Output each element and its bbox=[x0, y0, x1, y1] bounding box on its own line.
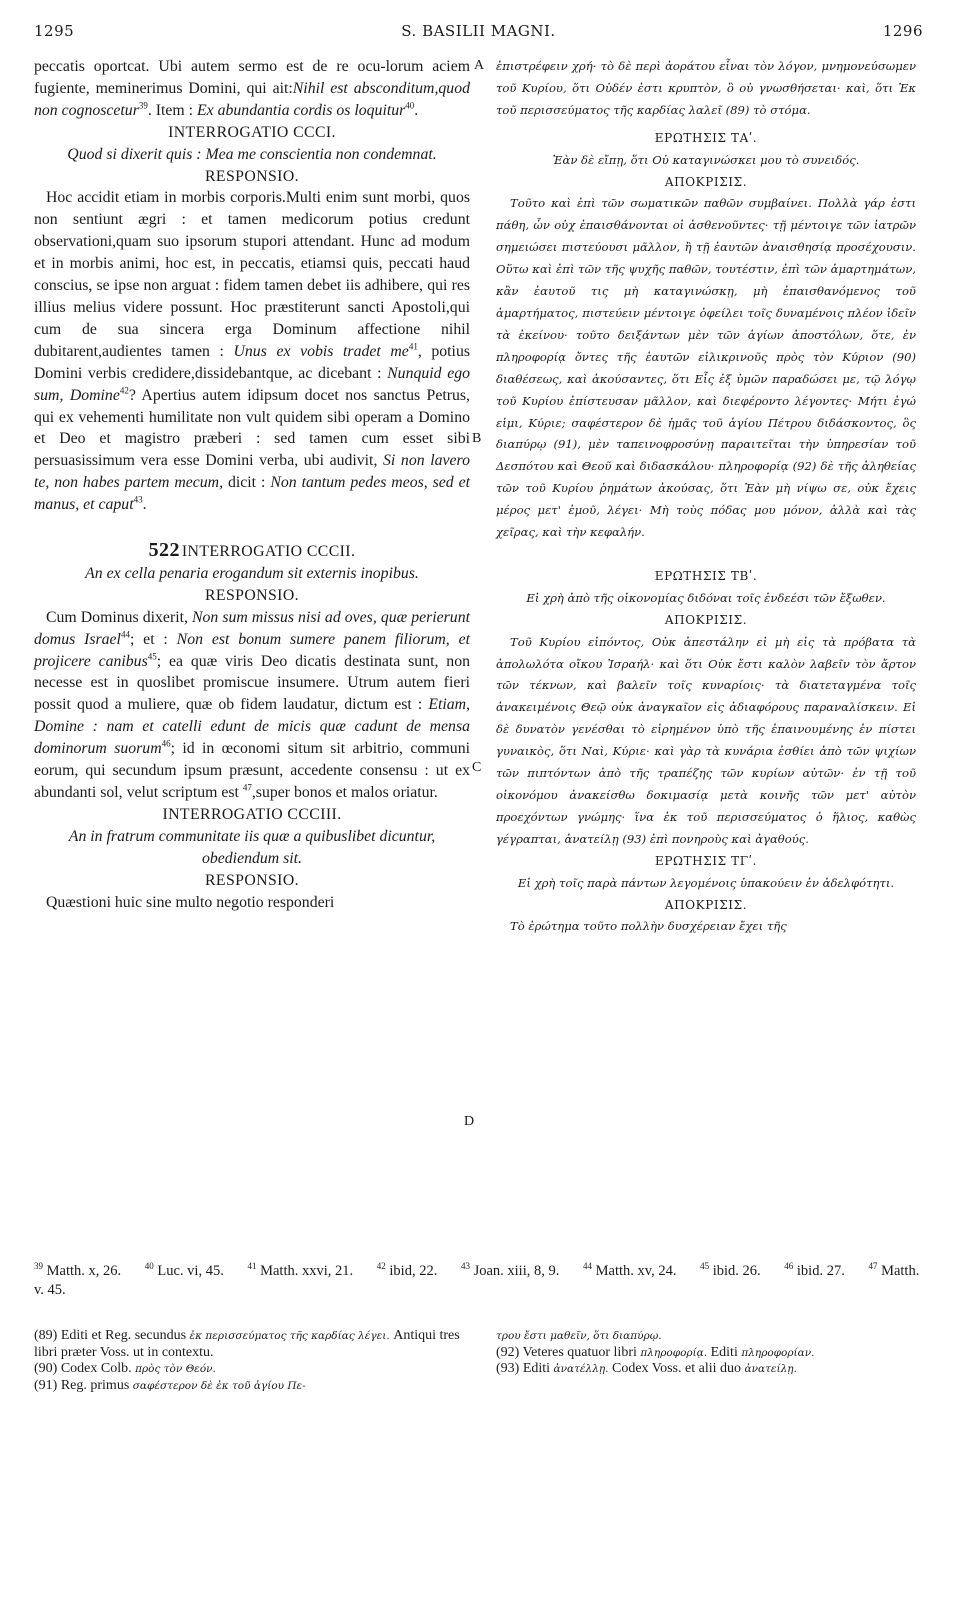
footnote: $^{40}$ Luc. vi, 45. bbox=[144, 1261, 224, 1279]
latin-response-heading: RESPONSIO. bbox=[205, 871, 299, 889]
margin-marker-d: D bbox=[464, 1114, 475, 1129]
variant-note-91: (91) Reg. primus σαφέστερον δὲ ἐκ τοῦ ἁγίου Πε- bbox=[34, 1377, 306, 1393]
latin-q303-answer: Quæstioni huic sine multo negotio responderi bbox=[46, 893, 335, 911]
running-header bbox=[34, 22, 923, 44]
greek-response-heading: ΑΠΟΚΡΙΣΙΣ. bbox=[664, 612, 748, 627]
margin-marker-b: B bbox=[472, 431, 482, 446]
variant-notes-left bbox=[34, 1328, 464, 1394]
latin-response-heading: RESPONSIO. bbox=[205, 167, 299, 185]
variant-note-93: (93) Editi ἀνατέλλῃ. Codex Voss. et alii duo ἀνατείλῃ. bbox=[496, 1361, 797, 1376]
latin-q301-title: INTERROGATIO CCCI. bbox=[168, 123, 336, 141]
greek-intro: ἐπιστρέφειν χρή· τὸ δὲ περὶ ἀοράτου εἶναι τὸν λόγον, μνημονεύσωμεν τοῦ Κυρίου, ὅτι Οὐδέν ἐστι κρυπτὸν, ὃ οὐ γνωσθήσεται· καὶ, ὅτι Ἐκ τοῦ περισσεύματος τῆς καρδίας λαλεῖ (89) τὸ στόμα. bbox=[496, 59, 916, 117]
footnote: $^{44}$ Matth. xv, 24. bbox=[583, 1261, 677, 1279]
greek-q301-title: ΕΡΩΤΗΣΙΣ ΤΑʹ. bbox=[654, 130, 758, 145]
column-number-right: 1296 bbox=[882, 22, 923, 40]
footnote: $^{41}$ Matth. xxvi, 21. bbox=[247, 1261, 354, 1279]
greek-q302-answer: Τοῦ Κυρίου εἰπόντος, Οὐκ ἀπεστάλην εἰ μὴ εἰς τὰ πρόβατα τὰ ἀπολωλότα οἴκου Ἰσραήλ· καὶ ὅτι Οὐκ ἔστι καλὸν λαβεῖν τὸν ἄρτον τῶν τέκνων, καὶ βαλεῖν τοῖς κυναρίοις· τὰ διατεταγμένα τοῖς ἀνακειμένοις Θεῷ οὐκ ἀναγκαῖον εἰς ἀδιαφόρους παραναλίσκειν. Εἰ δὲ δυνατὸν γενέσθαι τὸ εἰρημένον ὑπὸ τῆς ἐπαινουμένης ἐν πίστει γυναικὸς, ὅτι Ναὶ, Κύριε· καὶ γὰρ τὰ κυνάρια ἐσθίει ἀπὸ τῶν ψιχίων τῶν πιπτόντων ἀπὸ τῆς τραπέζης τῶν κυρίων αὐτῶν· ἐν τῇ τοῦ οἰκονόμου ἀνακείσθω δοκιμασίᾳ μετὰ κοινῆς τῶν μετ' αὐτὸν προεχόντων γνώμης· ἵνα ἐκ τοῦ περισσεύματος ὁ ἥλιος, καθὼς γέγραπται, ἀνατείλῃ (93) ἐπὶ πονηροὺς καὶ ἀγαθούς. bbox=[496, 634, 916, 846]
latin-q303-title: INTERROGATIO CCCIII. bbox=[162, 805, 342, 823]
greek-q301-answer: Τοῦτο καὶ ἐπὶ τῶν σωματικῶν παθῶν συμβαίνει. Πολλὰ γάρ ἐστι πάθη, ὧν οὐχ ἐπαισθάνονται οἱ ἀσθενοῦντες· τῇ μέντοιγε τῶν ἰατρῶν σημειώσει πιστεύουσι μᾶλλον, ἢ τῇ ἑαυτῶν ἀναισθησίᾳ προσέχουσιν. Οὕτω καὶ ἐπὶ τῶν τῆς ψυχῆς παθῶν, τουτέστιν, ἐπὶ τῶν ἁμαρτημάτων, κἂν ἑαυτοῦ τις μὴ καταγινώσκῃ, μὴ ἐπαισθανόμενος τοῦ ἁμαρτήματος, πιστεύειν μέντοιγε ὀφείλει τοῖς δυναμένοις πλέον ἰδεῖν τὰ ἐκείνου· τοῦτο δειξάντων μὲν τῶν ἁγίων ἀποστόλων, ὅτε, ἐν πληροφορίᾳ ὄντες τῆς ἑαυτῶν εἰλικρινοῦς πρὸς τὸν Κύριον (90) διαθέσεως, καὶ ἀκούσαντες, ὅτι Εἷς ἐξ ὑμῶν παραδώσει με, τῷ λόγῳ τοῦ Κυρίου ἐπίστευσαν μᾶλλον, καὶ διεφέροντο λέγοντες· Μήτι ἐγώ εἰμι, Κύριε; σαφέστερον δὲ ἡμᾶς τοῦ ἁγίου Πέτρου διδάσκοντος, ὃς διαπύρῳ (91), μὲν ταπεινοφροσύνῃ παραιτεῖται τὴν ὑπηρεσίαν τοῦ Δεσπότου καὶ Θεοῦ καὶ διδασκάλου· πληροφορίᾳ (92) δὲ τῆς ἀληθείας τῶν τοῦ Κυρίου ῥημάτων ἀκούσας, ὅτι Ἐὰν μὴ νίψω σε, οὐκ ἔχεις μέρος μετ' ἐμοῦ, λέγει· Μὴ τοὺς πόδας μου μόνον, ἀλλὰ καὶ τὰς χεῖρας, καὶ τὴν κεφαλήν. bbox=[496, 196, 916, 540]
latin-q302-answer: Cum Dominus dixerit, Non sum missus nisi ad oves, quæ perierunt domus Israel$^{44}$; et : Non est bonum sumere panem filiorum, et projicere canibus$^{45}$; ea quæ viris Deo dicatis destinata sunt, non necesse est in quoslibet promiscue insumere. Utrum autem fieri possit quod a muliere, quæ ob fidem laudatur, dictum est : Etiam, Domine : nam et catelli edunt de micis quæ cadunt de mensa dominorum suorum$^{46}$; id in œconomi situm sit arbitrio, communi eorum, qui secundum ipsum præsunt, accedente consensu : ut ex abundanti sol, velut scriptum est $^{47}$,super bonos et malos oriatur. bbox=[34, 608, 470, 801]
page-number: 522 bbox=[148, 539, 180, 562]
variant-note-90: (90) Codex Colb. πρὸς τὸν Θεόν. bbox=[34, 1361, 216, 1376]
greek-response-heading: ΑΠΟΚΡΙΣΙΣ. bbox=[664, 174, 748, 189]
column-number-left: 1295 bbox=[34, 22, 75, 40]
latin-q302-title: 522 INTERROGATIO CCCII. bbox=[148, 539, 356, 562]
footnote: $^{46}$ ibid. 27. bbox=[784, 1261, 845, 1279]
footnote: $^{39}$ Matth. x, 26. bbox=[34, 1261, 122, 1279]
variant-note-89: (89) Editi et Reg. secundus ἐκ περισσεύματος τῆς καρδίας λέγει. Antiqui tres libri præter Voss. ut in contextu. bbox=[34, 1328, 460, 1360]
latin-column bbox=[34, 56, 470, 913]
greek-response-heading: ΑΠΟΚΡΙΣΙΣ. bbox=[664, 897, 748, 912]
margin-marker-c: C bbox=[472, 760, 482, 775]
variant-note-92: (92) Veteres quatuor libri πληροφορίᾳ. Editi πληροφορίαν. bbox=[496, 1344, 815, 1360]
running-title: S. BASILII MAGNI. bbox=[401, 22, 556, 40]
greek-column bbox=[496, 56, 916, 938]
greek-q303-answer: Τὸ ἐρώτημα τοῦτο πολλὴν δυσχέρειαν ἔχει τῆς bbox=[510, 919, 787, 934]
greek-q302-question: Εἰ χρὴ ἀπὸ τῆς οἰκονομίας διδόναι τοῖς ἐνδεέσι τῶν ἔξωθεν. bbox=[526, 590, 886, 605]
footnote: $^{47}$ Matth. v. 45. bbox=[34, 1261, 920, 1298]
variant-notes-right bbox=[496, 1328, 916, 1378]
footnote: $^{42}$ ibid, 22. bbox=[376, 1261, 438, 1279]
latin-q301-answer: Hoc accidit etiam in morbis corporis.Multi enim sunt morbi, quos non sentiunt ægri : et tamen medicorum potius credunt observationi,quam suo ipsorum stupori attendant. Hunc ad modum et in morbis animi, hoc est, in peccatis, etiamsi quis, peccati haud conscius, se ipse non arguat : fidem tamen debet iis adhibere, qui res illius melius videre possunt. Hoc præstiterunt sancti Apostoli,qui cum de sua sincera erga Dominum affectione nihil dubitarent,audientes tamen : Unus ex vobis tradet $me^{41}$, potius Domini verbis credidere,dissidebantque, ac dicebant : Nunquid ego sum, Domine$^{42}$? Apertius autem idipsum docet nos sanctus Petrus, qui ex vehementi humilitate non vult quidem sibi operam a Domino et Deo et magistro præberi : sed tamen cum esset sibi persuasissimum vera esse Domini verba, ubi audivit, Si non lavero te, non habes partem mecum, dicit : Non tantum pedes meos, sed et manus, et caput$^{43}$. bbox=[34, 189, 471, 514]
variant-note-91-cont: τρου ἔστι μαθεῖν, ὅτι διαπύρῳ. bbox=[496, 1330, 662, 1342]
footnote: $^{45}$ ibid. 26. bbox=[700, 1261, 761, 1279]
greek-q303-title: ΕΡΩΤΗΣΙΣ ΤΓʹ. bbox=[654, 853, 758, 868]
footnote: $^{43}$ Joan. xiii, 8, 9. bbox=[460, 1261, 560, 1279]
greek-q303-question: Εἰ χρὴ τοῖς παρὰ πάντων λεγομένοις ὑπακούειν ἐν ἀδελφότητι. bbox=[517, 875, 895, 890]
greek-q301-question: Ἐὰν δὲ εἴπῃ, ὅτι Οὐ καταγινώσκει μου τὸ συνειδός. bbox=[552, 152, 860, 167]
scripture-footnotes bbox=[34, 1262, 923, 1300]
latin-q302-question: An ex cella penaria erogandum sit externis inopibus. bbox=[85, 564, 419, 582]
latin-q303-question: An in fratrum communitate iis quæ a quibuslibet dicuntur, obediendum sit. bbox=[68, 827, 436, 867]
greek-q302-title: ΕΡΩΤΗΣΙΣ ΤΒʹ. bbox=[654, 568, 758, 583]
margin-marker-a: A bbox=[474, 58, 485, 73]
latin-q301-question: Quod si dixerit quis : Mea me conscientia non condemnat. bbox=[67, 145, 437, 163]
latin-response-heading: RESPONSIO. bbox=[205, 586, 299, 604]
latin-intro: peccatis oportcat. Ubi autem sermo est de re ocu-lorum aciem fugiente, meminerimus Domini, qui ait:Nihil est absconditum,quod non cognoscetur$^{39}$. Item : Ex abundantia cordis os loquitur$^{40}$. bbox=[34, 58, 470, 119]
